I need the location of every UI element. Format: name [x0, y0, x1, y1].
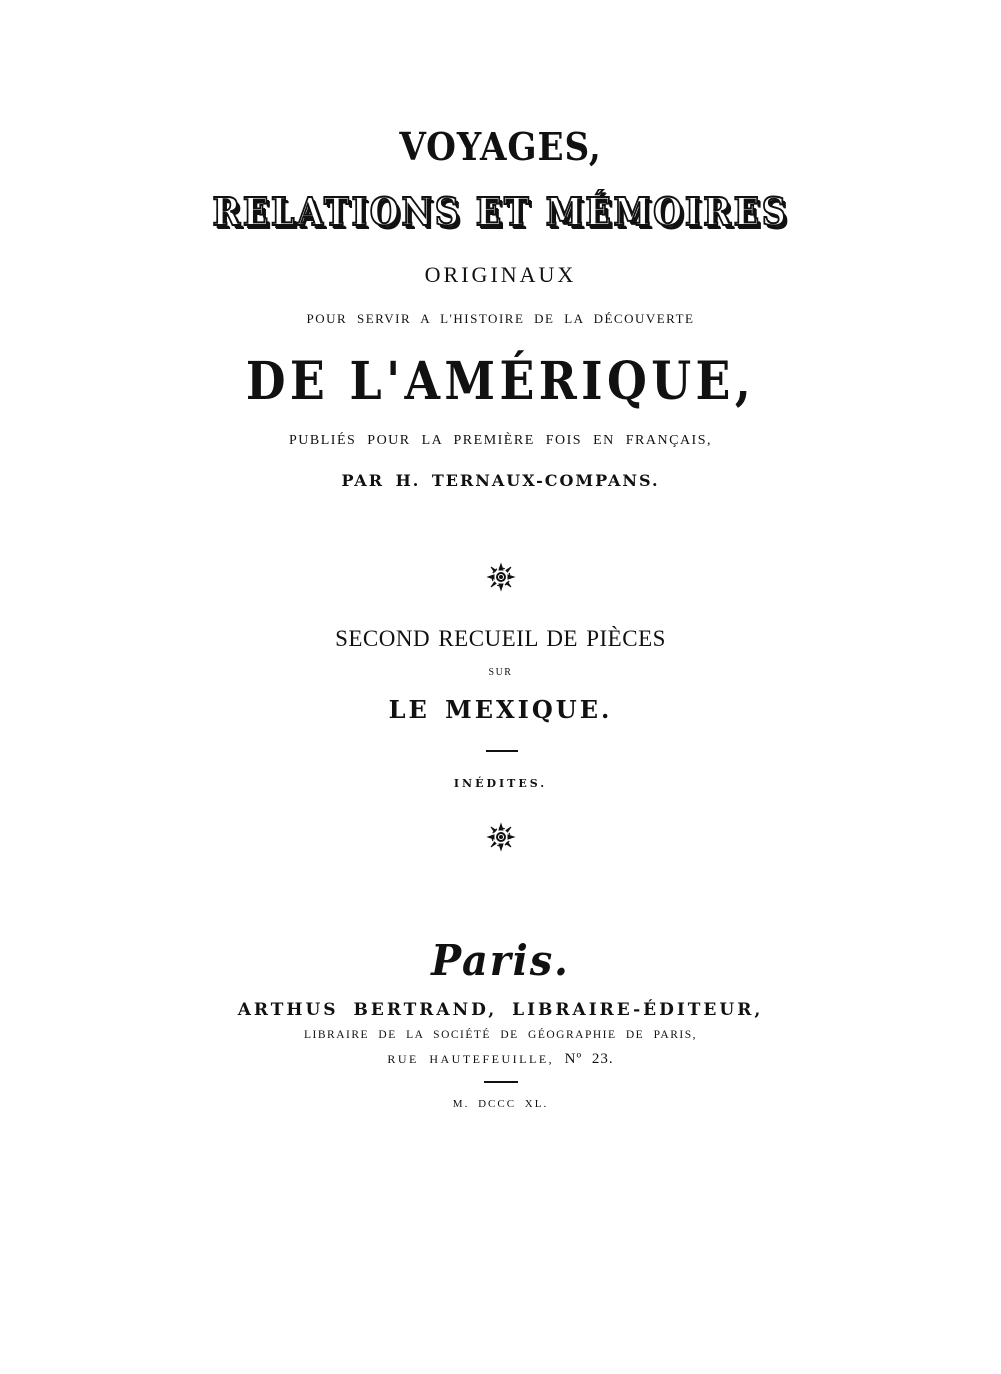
title-pour-servir: POUR SERVIR A L'HISTOIRE DE LA DÉCOUVERTE: [306, 311, 695, 326]
divider-rule: [486, 750, 518, 752]
divider-rule: [484, 1081, 518, 1083]
printer-ornament-icon: [486, 562, 516, 592]
subtitle-sur: SUR: [488, 667, 513, 678]
imprint-address-street: RUE HAUTEFEUILLE,: [387, 1052, 555, 1066]
title-publies: PUBLIÉS POUR LA PREMIÈRE FOIS EN FRANÇAIS,: [289, 433, 712, 448]
imprint-publisher: ARTHUS BERTRAND, LIBRAIRE-ÉDITEUR,: [237, 1000, 764, 1020]
imprint-address: [0, 1052, 1001, 1067]
imprint-city: Paris.: [431, 936, 570, 985]
title-author: PAR H. TERNAUX-COMPANS.: [341, 471, 660, 490]
imprint-year: M. DCCC XL.: [452, 1098, 549, 1110]
title-de-l-amerique: DE L'AMÉRIQUE,: [245, 351, 756, 412]
subtitle-inedites: INÉDITES.: [453, 777, 548, 790]
subtitle-le-mexique: LE MEXIQUE.: [388, 695, 613, 724]
title-voyages: VOYAGES,: [399, 124, 602, 169]
title-originaux: ORIGINAUX: [424, 262, 577, 287]
subtitle-second-recueil: SECOND RECUEIL DE PIÈCES: [335, 626, 666, 651]
printer-ornament-icon: [486, 822, 516, 852]
imprint-address-number: Nº 23.: [564, 1051, 614, 1067]
title-relations-et-memoires: RELATIONS ET MÉMOIRES: [212, 189, 789, 234]
imprint-publisher-role: LIBRAIRE DE LA SOCIÉTÉ DE GÉOGRAPHIE DE PARIS,: [304, 1029, 697, 1041]
